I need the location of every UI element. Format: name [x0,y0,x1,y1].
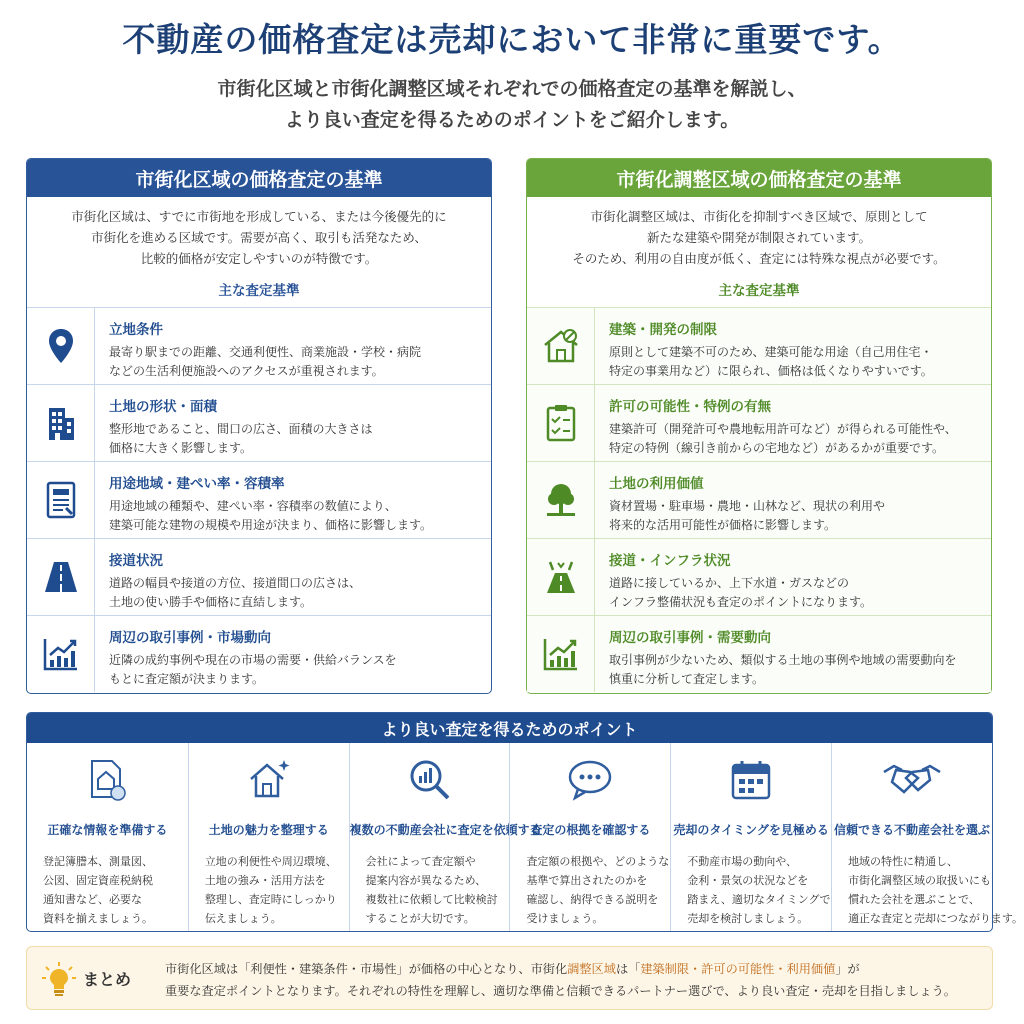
criteria-desc: 価格に大きく影響します。 [109,441,253,455]
infrastructure-road-icon [527,539,595,615]
criteria-title: 接道・インフラ状況 [609,553,731,569]
criteria-title: 許可の可能性・特例の有無 [609,399,771,415]
criteria-title: 土地の形状・面積 [109,399,217,415]
criteria-desc: 資材置場・駐車場・農地・山林など、現状の利用や [609,499,886,513]
tip-card [349,743,542,931]
panel-intro [27,197,491,275]
criteria-title: 接道状況 [109,553,163,569]
speech-bubble-icon [510,753,670,807]
criteria-title: 周辺の取引事例・需要動向 [609,630,771,646]
tip-desc-line: 慣れた会社を選ぶことで、 [848,893,980,906]
criteria-desc: 取引事例が少ないため、類似する土地の事例や地域の需要動向を [609,653,957,667]
intro-line: 新たな建築や開発が制限されています。 [646,230,871,245]
tip-desc-line: 不動産市場の動向や、 [687,855,798,868]
tip-desc-line: 適正な査定と売却につながります。 [848,912,1023,925]
criteria-item [527,461,991,538]
tip-title: 売却のタイミングを見極める [673,823,829,837]
tips-row [27,743,1023,931]
criteria-desc: 用途地域の種類や、建ぺい率・容積率の数値により、 [109,499,397,513]
criteria-desc: 将来的な活用可能性が価格に影響します。 [609,518,837,532]
lightbulb-icon [41,961,77,1001]
tip-desc-line: 登記簿謄本、測量図、 [43,855,153,868]
criteria-desc: 慎重に分析して査定します。 [609,672,765,686]
summary-text [165,958,956,1002]
intro-line: 市街化調整区域は、市街化を抑制すべき区域で、原則として [590,209,928,224]
summary-highlight: 建築制限・許可の可能性・利用価値 [640,962,836,976]
house-restriction-icon [527,308,595,384]
panel-heading: 市街化区域の価格査定の基準 [27,159,491,197]
criteria-item [27,538,491,615]
criteria-desc: などの生活利便施設へのアクセスが重視されます。 [109,364,384,378]
tip-desc-line: 地域の特性に精通し、 [848,855,959,868]
criteria-desc: 特定の事業用など）に限られ、価格は低くなりやすいです。 [609,364,933,378]
criteria-subheading: 主な査定基準 [718,283,800,299]
chart-icon [27,616,95,692]
criteria-desc: 特定の特例（線引き前からの宅地など）があるかが重要です。 [609,441,945,455]
tip-desc-line: 基準で算出されたのかを [526,874,648,887]
intro-line: そのため、利用の自由度が低く、査定には特殊な視点が必要です。 [572,251,946,266]
criteria-subheading: 主な査定基準 [218,283,300,299]
criteria-list [27,307,491,692]
tip-desc-line: 整理し、査定時にしっかり [204,893,337,906]
tip-title: 信頼できる不動産会社を選ぶ [833,823,990,837]
criteria-item [27,461,491,538]
criteria-item [27,615,491,692]
tip-card [509,743,670,931]
tip-card [831,743,1023,931]
criteria-desc: 最寄り駅までの距離、交通利便性、商業施設・学校・病院 [109,345,422,359]
tips-heading: より良い査定を得るためのポイント [27,713,992,743]
criteria-item [527,615,991,692]
tip-desc-line: 市街化調整区域の取扱いにも [848,874,992,887]
criteria-list [527,307,991,692]
tip-title: 複数の不動産会社に査定を依頼する [349,823,542,837]
criteria-item [27,307,491,384]
criteria-desc: 建築許可（開発許可や農地転用許可など）が得られる可能性や、 [609,422,957,436]
panel-heading: 市街化調整区域の価格査定の基準 [527,159,991,197]
tip-desc-line: 提案内容が異なるため、 [365,874,487,887]
intro-line: 市街化を進める区域です。需要が高く、取引も活発なため、 [91,230,427,245]
calendar-icon [671,753,831,807]
intro-line: 比較的価格が安定しやすいのが特徴です。 [140,251,378,266]
tip-title: 正確な情報を準備する [47,823,168,837]
criteria-item [527,384,991,461]
criteria-desc: 土地の使い勝手や価格に直結します。 [109,595,313,609]
tips-panel [26,712,1023,932]
urbanization-area-panel [26,158,492,694]
page-subtitle [0,74,1024,136]
building-icon [27,385,95,461]
tip-desc-line: 踏まえ、適切なタイミングで [687,893,831,906]
chart-icon [527,616,595,692]
tip-desc-line: 通知書など、必要な [43,893,142,906]
criteria-title: 建築・開発の制限 [609,322,717,338]
criteria-title: 用途地域・建ぺい率・容積率 [109,476,285,492]
tip-desc-line: 伝えましょう。 [204,912,282,925]
tip-desc [832,852,1023,928]
page-title: 不動産の価格査定は売却において非常に重要です。 [122,20,902,59]
intro-line: 市街化区域は、すでに市街地を形成している、または今後優先的に [71,209,447,224]
subtitle-line: より良い査定を得るためのポイントをご紹介します。 [284,109,740,131]
panel-intro [527,197,991,275]
subtitle-line: 市街化区域と市街化調整区域それぞれでの価格査定の基準を解説し、 [217,78,807,100]
checklist-icon [527,385,595,461]
tip-title: 土地の魅力を整理する [208,823,329,837]
document-house-icon [27,753,188,807]
summary-line [165,958,956,980]
tip-desc-line: 会社によって査定額や [365,855,476,868]
criteria-item [527,307,991,384]
tip-desc-line: 立地の利便性や周辺環境、 [204,855,337,868]
tip-desc [189,852,349,928]
tip-desc-line: 資料を揃えましょう。 [43,912,153,925]
tip-desc-line: 売却を検討しましょう。 [687,912,809,925]
summary-line: 重要な査定ポイントとなります。それぞれの特性を理解し、適切な準備と信頼できるパートナー選びで、より良い査定・売却を目指しましょう。 [165,984,956,998]
tip-card [27,743,188,931]
criteria-title: 周辺の取引事例・市場動向 [109,630,271,646]
criteria-desc: 建築可能な建物の規模や用途が決まり、価格に影響します。 [109,518,433,532]
tip-desc-line: 公図、固定資産税納税 [43,874,153,887]
handshake-icon [832,753,992,807]
tip-desc-line: 受けましょう。 [526,912,604,925]
criteria-item [27,384,491,461]
tip-desc-line: することが大切です。 [365,912,475,925]
summary-text-part: は「 [615,962,641,976]
tip-title: 査定の根拠を確認する [530,823,651,837]
tip-desc-line: 複数社に依頼して比較検討 [365,893,498,906]
tip-desc [510,852,670,928]
tip-desc-line: 金利・景気の状況などを [687,874,809,887]
road-icon [27,539,95,615]
criteria-item [527,538,991,615]
criteria-desc: 道路の幅員や接道の方位、接道間口の広さは、 [109,576,362,590]
criteria-title: 土地の利用価値 [609,476,704,492]
tip-desc-line: 確認し、納得できる説明を [526,893,659,906]
summary-text-part: 」が [835,962,860,976]
summary-text-part: 市街化区域は「利便性・建築条件・市場性」が価格の中心となり、市街化 [165,962,568,976]
tip-desc-line: 土地の強み・活用方法を [204,874,326,887]
criteria-desc: 近隣の成約事例や現在の市場の需要・供給バランスを [109,653,397,667]
summary-label: まとめ [83,970,132,989]
criteria-desc: 整形地であること、間口の広さ、面積の大きさは [109,422,373,436]
tree-icon [527,462,595,538]
criteria-desc: もとに査定額が決まります。 [109,672,265,686]
tip-desc-line: 査定額の根拠や、どのような [526,855,670,868]
tip-card [670,743,831,931]
criteria-desc: インフラ整備状況も査定のポイントになります。 [609,595,873,609]
tip-desc [27,852,188,928]
criteria-desc: 原則として建築不可のため、建築可能な用途（自己用住宅・ [609,345,933,359]
tip-desc [350,852,510,928]
map-pin-icon [27,308,95,384]
criteria-desc: 道路に接しているか、上下水道・ガスなどの [609,576,850,590]
summary-highlight: 調整区域 [567,962,616,976]
urbanization-control-area-panel [526,158,992,694]
magnifier-chart-icon [350,753,510,807]
criteria-title: 立地条件 [109,322,163,338]
summary-box [26,946,993,1010]
tip-desc [671,852,831,928]
document-icon [27,462,95,538]
tip-card [188,743,349,931]
house-sparkle-icon [189,753,349,807]
